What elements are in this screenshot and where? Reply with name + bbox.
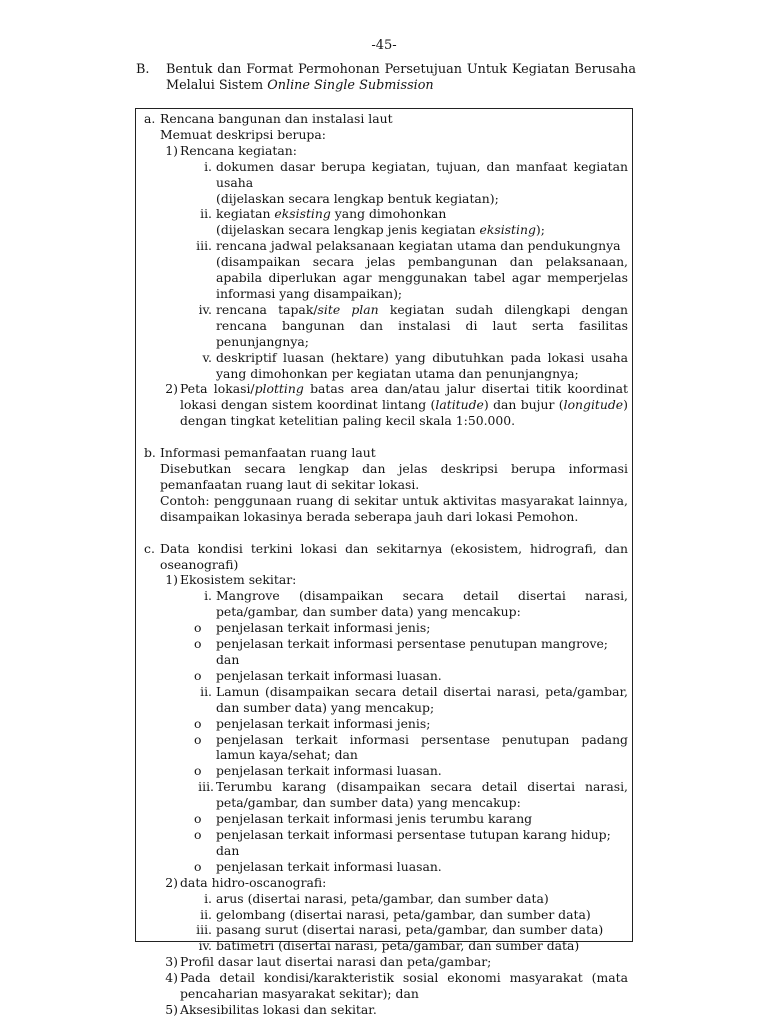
list-item: o penjelasan terkait informasi luasan.: [194, 763, 442, 779]
c-item-1: 1) Ekosistem sekitar:: [165, 572, 297, 588]
list-item: o penjelasan terkait informasi jenis;: [194, 620, 431, 636]
list-item: iii. pasang surut (disertai narasi, peta/gambar, dan sumber data): [196, 922, 604, 938]
section-c-title: Data kondisi terkini lokasi dan sekitarnya (ekosistem, hidrografi, dan oseanografi): [160, 540, 628, 572]
c-item-2: 2) data hidro-oscanografi:: [165, 874, 327, 890]
section-c-marker: c.: [144, 540, 155, 556]
section-a-intro: Memuat deskripsi berupa:: [160, 126, 326, 142]
list-item: o penjelasan terkait informasi persentase penutupan padang lamun kaya/sehat; dan: [194, 731, 628, 763]
list-item: o penjelasan terkait informasi jenis terumbu karang: [194, 811, 533, 827]
a-item-1-i: i. dokumen dasar berupa kegiatan, tujuan, dan manfaat kegiatan usaha (dijelaskan secara lengkap bentuk kegiatan);: [204, 158, 628, 206]
a-item-1-title: Rencana kegiatan:: [180, 142, 297, 158]
c-item-5: 5) Aksesibilitas lokasi dan sekitar.: [165, 1001, 377, 1017]
bullet-icon: o: [194, 715, 202, 731]
list-item: o penjelasan terkait informasi persentase tutupan karang hidup; dan: [194, 826, 611, 858]
a-item-1-iv: iv. rencana tapak/site plan kegiatan sudah dilengkapi dengan rencana bangunan dan instalasi di laut serta fasilitas penunjangnya;: [198, 301, 628, 349]
form-content-box: [135, 108, 633, 1017]
bullet-icon: o: [194, 858, 202, 874]
a-item-1: 1) Rencana kegiatan:: [144, 143, 628, 159]
c-item-3: 3) Profil dasar laut disertai narasi dan peta/gambar;: [165, 954, 492, 970]
section-a: [144, 111, 628, 143]
a-item-1-iii: iii. rencana jadwal pelaksanaan kegiatan utama dan pendukungnya (disampaikan secara jelas pembangunan dan pelaksanaan, apabila diperlukan agar menggunakan tabel agar memperjelas informasi yang disampaikan);: [196, 238, 628, 301]
list-item: o penjelasan terkait informasi luasan.: [194, 858, 442, 874]
bullet-icon: o: [194, 731, 202, 747]
c-item-4: 4) Pada detail kondisi/karakteristik sosial ekonomi masyarakat (mata pencaharian masyarakat sekitar); dan: [165, 970, 628, 1002]
list-item: o penjelasan terkait informasi persentase penutupan mangrove; dan: [194, 636, 608, 667]
section-a-marker: a.: [144, 111, 156, 126]
a-item-2: 2) Peta lokasi/plotting batas area dan/atau jalur disertai titik koordinat lokasi dengan sistem koordinat lintang (latitude) dan bujur (longitude) dengan tingkat ketelitian paling kecil skala 1:50.000.: [165, 381, 628, 429]
section-c: [144, 541, 628, 573]
list-item: o penjelasan terkait informasi luasan.: [194, 667, 442, 683]
bullet-icon: o: [194, 826, 202, 842]
bullet-icon: o: [194, 667, 202, 683]
a-item-1-ii: ii. kegiatan eksisting yang dimohonkan (dijelaskan secara lengkap jenis kegiatan eksisting);: [200, 206, 545, 238]
bullet-icon: o: [194, 763, 202, 779]
bullet-icon: o: [194, 620, 202, 636]
c-lamun: ii. Lamun (disampaikan secara detail disertai narasi, peta/gambar, dan sumber data) yang mencakup;: [200, 683, 628, 715]
c-terumbu-karang: iii. Terumbu karang (disampaikan secara detail disertai narasi, peta/gambar, dan sumber data) yang mencakup:: [198, 779, 628, 811]
page-number: -45-: [371, 38, 397, 53]
section-b-title: Informasi pemanfaatan ruang laut: [160, 445, 376, 461]
list-item: ii. gelombang (disertai narasi, peta/gambar, dan sumber data): [200, 906, 591, 922]
bullet-icon: o: [194, 636, 202, 652]
section-a-title: Rencana bangunan dan instalasi laut: [160, 111, 393, 126]
c-mangrove: i. Mangrove (disampaikan secara detail disertai narasi, peta/gambar, dan sumber data) yang mencakup:: [204, 588, 628, 620]
section-heading: [136, 62, 636, 94]
section-letter: B.: [136, 62, 150, 77]
section-b: b. Informasi pemanfaatan ruang laut Disebutkan secara lengkap dan jelas deskripsi berupa informasi pemanfaatan ruang laut di sekitar lokasi. Contoh: penggunaan ruang di sekitar untuk aktivitas masyarakat lainnya, disampaikan lokasinya berada seberapa jauh dari lokasi Pemohon.: [144, 445, 628, 524]
list-item: iv. batimetri (disertai narasi, peta/gambar, dan sumber data): [198, 938, 580, 954]
bullet-icon: o: [194, 811, 202, 827]
a-item-1-v: v. deskriptif luasan (hektare) yang dibutuhkan pada lokasi usaha yang dimohonkan per kegiatan utama dan penunjangnya;: [202, 349, 628, 381]
section-b-marker: b.: [144, 445, 156, 461]
section-title: Bentuk dan Format Permohonan Persetujuan Untuk Kegiatan Berusaha Melalui Sistem Online Single Submission: [166, 62, 636, 93]
list-item: o penjelasan terkait informasi jenis;: [194, 715, 431, 731]
list-item: i. arus (disertai narasi, peta/gambar, dan sumber data): [204, 890, 549, 906]
